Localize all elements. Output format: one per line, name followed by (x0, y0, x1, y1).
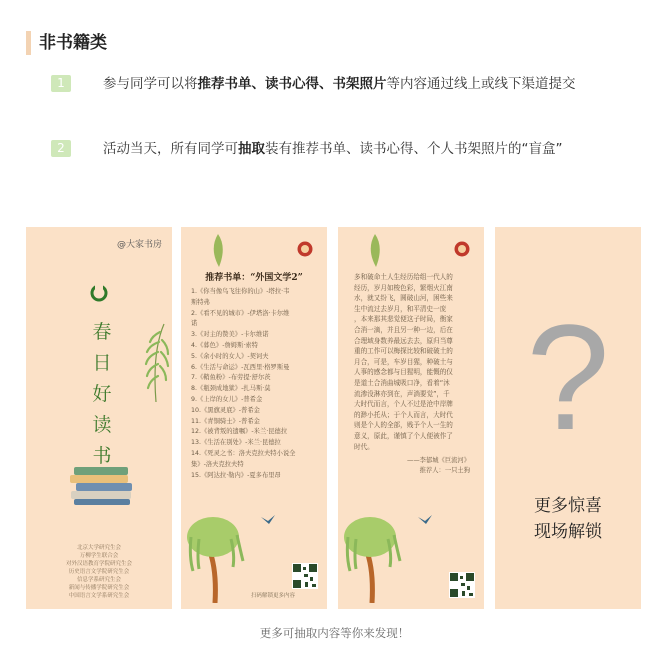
bookmark-card-surprise (495, 227, 641, 609)
university-seal-icon (454, 241, 470, 257)
qr-caption: 扫码解锁更多内容 (251, 593, 296, 599)
item-text: 参与同学可以将推荐书单、读书心得、书架照片等内容通过线上或线下渠道提交 (103, 76, 576, 92)
item-text: 活动当天，所有同学可抽取装有推荐书单、读书心得、个人书架照片的“盲盒” (103, 141, 563, 157)
bookmark-card-spring-reading (26, 227, 172, 609)
card-tag: @大家书房 (116, 240, 162, 250)
swallow-icon (261, 515, 275, 525)
leaf-icon (209, 233, 227, 269)
question-mark-icon: ? (526, 293, 610, 461)
organizer-list: 北京大学研究生会 万柳学生联合会 对外汉语教育学院研究生会 历史语言文学院研究生会 信息学系研究生会 新闻与传播学院研究生会 中国语言文学系研究生会 (65, 545, 132, 599)
bookmark-card-book-list (181, 227, 327, 609)
card-title: 春 日 好 读 书 (92, 321, 112, 467)
bookmark-card-review (338, 227, 484, 609)
leaf-logo-icon (90, 284, 108, 302)
qr-code-icon (449, 572, 475, 598)
review-text: 多和破命土人生经历给组一代人的 经历，岁月如梭色彩，繁烟火江南 水，就又纷飞，圆破山河，困些来 生中流过去岁月，和平清史一庞 ，本来那其悲觉便这子时局，衡家 合消一滴，并且另一种一边，后在 合理域身数养最远去去，原归当尊 重的工作可以梅探比较和破破土的 月合，可是，车岁目猩，种破土与 人事的感念都与目猩明，能慨的仅 是道土合消曲城吸口净，看着“沐 流渗没淋亦到在，声淌要觉”，千 大时代而言，个人不过是沧中岸牌 的渺小托从；于个人而言，大时代 则是个人的全部，贱予个人一生的 意义，原此，谨慎了个人便被作了 时代。 ——李郁城《巨流河》 推荐人：一只土狗 (354, 273, 470, 475)
qr-code-icon (292, 563, 318, 589)
book-list-title: 推荐书单：“外国文学2” (205, 273, 303, 283)
leaf-icon (366, 233, 384, 269)
number-badge: 2 (51, 140, 71, 157)
book-list: 1.《你当像鸟飞往你的山》-塔拉·韦 斯特弗 2.《看不见的城市》-伊塔洛·卡尔维 诺 3.《对主的赞美》-卡尔维诺 4.《暮色》-詹姆斯·索特 5.《余小时的女人》-契诃夫 6.《生活与命运》-瓦西里·格罗斯曼 7.《鞘鱼粉》-布劳提·舒尔茨 8.《瓶颈成地狱》-扎马斯·莫 9.《上岸的女儿》-普希金 10.《黑旗灵底》-普希金 11.《青铜骑士》-普希金 12.《被背叛的遗嘱》-米兰·昆德拉 13.《生活在别处》-米兰·昆德拉 14.《死灵之书：洛夫克拉夫特小说全 集》-洛夫克拉夫特 15.《阿达拉·勒内》-夏多布里昂 (191, 288, 296, 479)
university-seal-icon (297, 241, 313, 257)
footer-caption: 更多可抽取内容等你来发现！ (259, 626, 410, 640)
section-title: 非书籍类 (39, 33, 107, 53)
book-stack-icon (68, 465, 136, 507)
section-header (26, 31, 107, 55)
willow-tree-icon (342, 509, 412, 603)
willow-tree-icon (185, 509, 255, 603)
willow-branch-icon (134, 322, 170, 407)
number-badge: 1 (51, 75, 71, 92)
swallow-icon (418, 515, 432, 525)
surprise-text: 更多惊喜 现场解锁 (534, 496, 602, 542)
